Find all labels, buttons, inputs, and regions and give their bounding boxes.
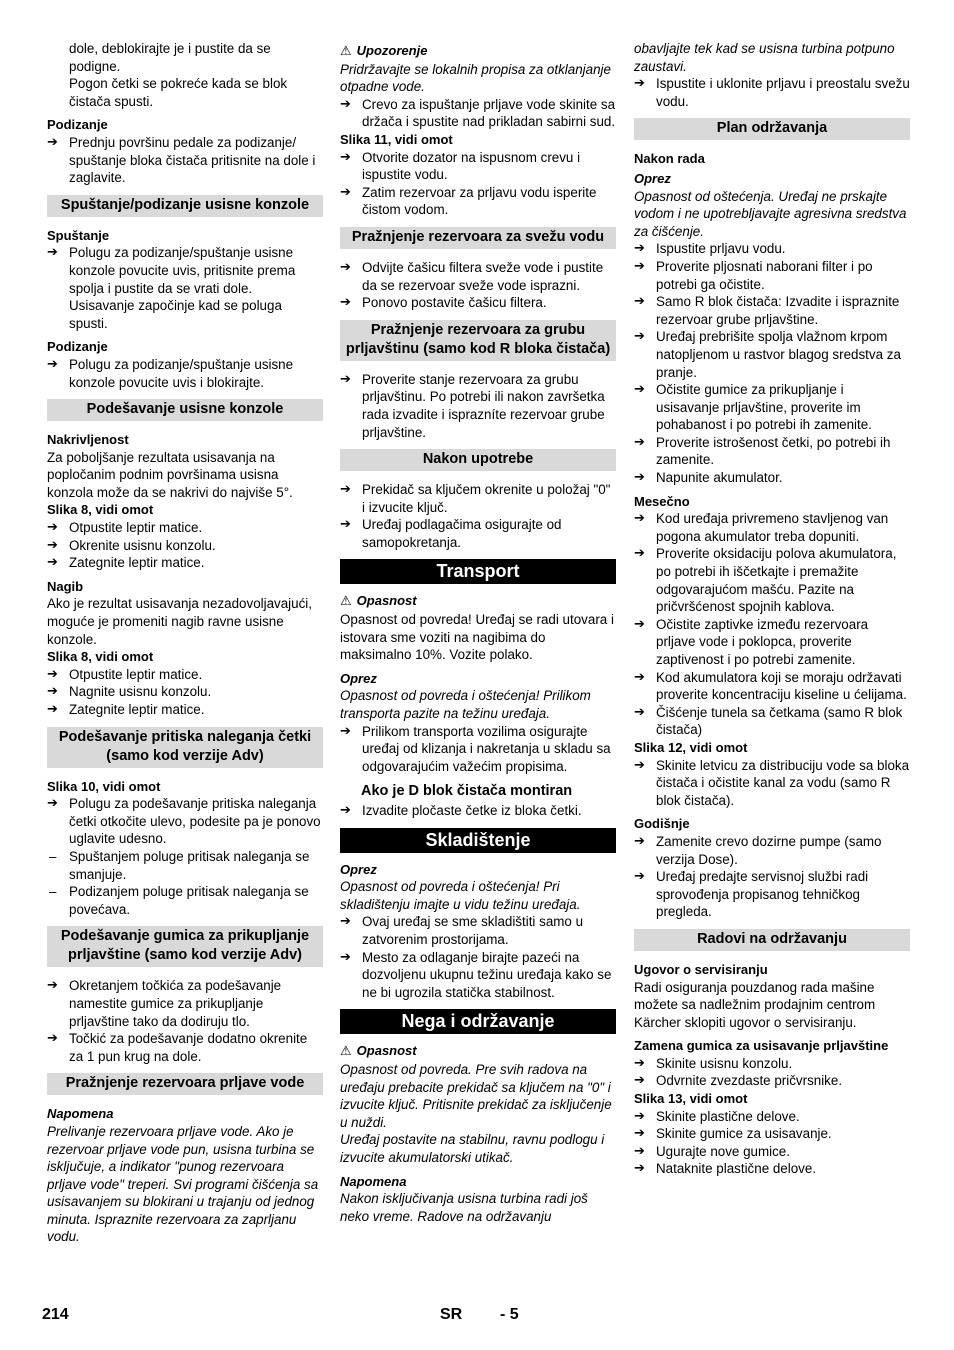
danger-text: Opasnost od povreda! Uređaj se radi utovara i istovara sme voziti na nagibima do maksimalno 10%. Vozite polako. [340,612,614,663]
bullet-item: ➔ Napunite akumulator. [634,469,910,487]
bullet-item: ➔ Točkić za podešavanje dodatno okrenite za 1 pun krug na dole. [47,1030,323,1065]
subheading: Spuštanje [47,227,110,243]
bullet-item: ➔ Otpustite leptir matice. [47,666,323,684]
section-heading: Podešavanje pritiska naleganja četki (samo kod verzije Adv) [47,727,323,768]
bullet-item: ➔ Ispustite prljavu vodu. [634,240,910,258]
figure-reference: Slika 8, vidi omot [47,502,154,518]
bullet-item: ➔ Proverite stanje rezervoara za grubu prljavštinu. Po potrebi ili nakon završetka rada izvadite i isprazníte rezervoar grube prljavštine. [340,371,616,441]
section-heading: Podešavanje gumica za prikupljanje prljavštine (samo kod verzije Adv) [47,926,323,967]
section-heading: Podešavanje usisne konzole [47,399,323,421]
dash-item: – Spuštanjem poluge pritisak naleganja se smanjuje. [47,848,323,883]
section-heading: Plan održavanja [634,118,910,140]
danger-text: Uređaj postavite na stabilnu, ravnu podlogu i izvucite akumulatorski utikač. [340,1132,605,1165]
bullet-item: ➔ Otpustite leptir matice. [47,519,323,537]
bullet-item: ➔ Uređaj podlagačima osigurajte od samopokretanja. [340,516,616,551]
paragraph: Pogon četki se pokreće kada se blok čistača spusti. [69,76,288,109]
bullet-item: ➔ Ispustite i uklonite prljavu i preostalu svežu vodu. [634,75,910,110]
bullet-item: ➔ Kod uređaja privremeno stavljenog van pogona akumulator treba dopuniti. [634,510,910,545]
chapter-heading: Nega i održavanje [340,1009,616,1034]
bullet-item: ➔ Skinite plastične delove. [634,1108,910,1126]
bullet-item: ➔ Polugu za podizanje/spuštanje usisne konzole povucite uvis i blokirajte. [47,356,323,391]
bullet-item: ➔ Nataknite plastične delove. [634,1160,910,1178]
bullet-item: ➔ Skinite letvicu za distribuciju vode sa bloka čistača i očistite kanal za vodu (samo R blok čistača). [634,757,910,810]
danger-heading: ⚠ Opasnost [340,1043,417,1060]
bullet-item: ➔ Zamenite crevo dozirne pumpe (samo verzija Dose). [634,833,910,868]
bullet-item: ➔ Ugurajte nove gumice. [634,1143,910,1161]
bullet-item: ➔ Očistite gumice za prikupljanje i usisavanje prljavštine, proverite im pohabanost i po potrebi ih zamenite. [634,381,910,434]
bullet-item: ➔ Zategnite leptir matice. [47,701,323,719]
bullet-item: ➔ Nagnite usisnu konzolu. [47,683,323,701]
paragraph: Ako je rezultat usisavanja nezadovoljavajući, moguće je promeniti nagib ravne usisne konzole. [47,596,312,647]
subheading: Zamena gumica za usisavanje prljavštine [634,1038,889,1054]
warning-text: Pridržavajte se lokalnih propisa za otklanjanje otpadne vode. [340,61,611,95]
bullet-item: ➔ Uređaj predajte servisnoj službi radi sprovođenja propisanog tehničkog pregleda. [634,868,910,921]
bullet-item: ➔ Odvrnite zvezdaste pričvrsnike. [634,1072,910,1090]
bullet-item: ➔ Prilikom transporta vozilima osigurajte uređaj od klizanja i nakretanja u skladu sa odgovarajućim važećim propisima. [340,723,616,776]
paragraph: Za poboljšanje rezultata usisavanja na popločanim podnim površinama usisna konzola može da se nakrivi do najviše 5°. [47,449,293,500]
section-heading: Spuštanje/podizanje usisne konzole [47,195,323,217]
caution-heading: Oprez [340,670,377,686]
warning-icon: ⚠ [340,44,352,59]
figure-reference: Slika 13, vidi omot [634,1091,748,1107]
section-heading: Pražnjenje rezervoara za grubu prljavštinu (samo kod R bloka čistača) [340,320,616,361]
caution-text: Opasnost od povreda i oštećenja! Pri skladištenju imajte u vidu težinu uređaja. [340,879,581,912]
caution-heading: Oprez [634,170,671,186]
caution-text: Opasnost od oštećenja. Uređaj ne prskajte vodom i ne upotrebljavajte agresivna sredstva za čišćenje. [634,188,907,239]
figure-reference: Slika 11, vidi omot [340,131,453,147]
paragraph: dole, deblokirajte je i pustite da se podigne. [69,41,271,74]
bullet-item: ➔ Proverite oksidaciju polova akumulatora, po potrebi ih iščetkajte i premažite odgovarajućom mašću. Pazite na pričvršćenost spojnih kablova. [634,545,910,615]
page-number: 214 [42,1306,69,1323]
subheading: Podizanje [47,339,108,355]
note-heading: Napomena [340,1173,407,1189]
section-heading: Nakon upotrebe [340,449,616,471]
warning-icon: ⚠ [340,1044,352,1060]
bullet-item: ➔ Čišćenje tunela sa četkama (samo R blok čistača) [634,704,910,739]
bullet-item: ➔ Mesto za odlaganje birajte pazeći na dozvoljenu ukupnu težinu uređaja kako se ne bi ugrozila statička stabilnost. [340,949,616,1002]
bullet-item: ➔ Polugu za podizanje/spuštanje usisne konzole povucite uvis, pritisnite prema spolja i pustite da se vrati dole. [47,244,323,297]
bullet-item: ➔ Ponovo postavite čašicu filtera. [340,294,616,312]
subsection-heading: Ako je D blok čistača montiran [361,783,573,800]
caution-text: Opasnost od povreda i oštećenja! Prilikom transporta pazite na težinu uređaja. [340,688,591,722]
bullet-item: ➔ Prednju površinu pedale za podizanje/ spuštanje bloka čistača pritisnite na dole i zaglavite. [47,134,323,187]
caution-heading: Oprez [340,861,377,877]
bullet-item: ➔ Ovaj uređaj se sme skladištiti samo u zatvorenim prostorijama. [340,913,616,948]
bullet-item: ➔ Samo R blok čistača: Izvadite i ispraznite rezervoar grube prljavštine. [634,293,910,328]
dash-item: – Podizanjem poluge pritisak naleganja se povećava. [47,883,323,918]
danger-text: Opasnost od povreda. Pre svih radova na uređaju prebacite prekidač sa ključem na "0" i izvucite ključ. Pritisnite prekidač za isključenje u nuždi. [340,1061,612,1130]
bullet-item: ➔ Crevo za ispuštanje prljave vode skinite sa držača i spustite nad prikladan sabirni sud. [340,96,616,131]
note-text: Prelivanje rezervoara prljave vode. Ako je rezervoar prljave vode pun, usisna turbina se isključuje, a indikator "punog rezervoara prljave vode" treperi. Svi programi čišćenja sa usisavanjem su blokirani u trajanju od jednog minuta. Ispraznite rezervoara za zaprljanu vodu. [47,1123,319,1245]
page-subnumber: - 5 [500,1306,519,1323]
subheading: Ugovor o servisiranju [634,961,768,977]
section-heading: Pražnjenje rezervoara za svežu vodu [340,227,616,249]
warning-heading: ⚠ Upozorenje [340,43,428,59]
column-3 [634,40,910,1178]
bullet-item: ➔ Odvijte čašicu filtera sveže vode i pustite da se rezervoar sveže vode isprazni. [340,259,616,294]
bullet-item: ➔ Proverite istrošenost četki, po potrebi ih zamenite. [634,434,910,469]
paragraph: Radi osiguranja pouzdanog rada mašine možete sa nadležnim prodajnim centrom Kärcher sklopiti ugovor o servisiranju. [634,979,876,1030]
bullet-item: ➔ Polugu za podešavanje pritiska naleganja četki otkočite ulevo, podesite pa je ponovo uglavite udesno. [47,795,323,848]
subheading: Nagib [47,578,84,594]
subheading: Mesečno [634,493,690,509]
section-heading: Pražnjenje rezervoara prljave vode [47,1073,323,1095]
column-2 [340,40,616,1225]
note-text: obavljajte tek kad se usisna turbina potpuno zaustavi. [634,41,895,74]
bullet-item: ➔ Očistite zaptivke između rezervoara prljave vode i poklopca, proverite zaptivenost i po potrebi zamenite. [634,616,910,669]
note-text: Nakon isključivanja usisna turbina radi još neko vreme. Radove na održavanju [340,1191,588,1224]
chapter-heading: Transport [340,559,616,584]
subheading: Godišnje [634,816,690,832]
bullet-item: ➔ Uređaj prebrišite spolja vlažnom krpom natopljenom u rastvor blagog sredstva za pranje. [634,328,910,381]
bullet-item: ➔ Kod akumulatora koji se moraju održavati proverite koncentraciju kiseline u ćelijama. [634,669,910,704]
figure-reference: Slika 8, vidi omot [47,649,154,665]
bullet-item: ➔ Izvadite pločaste četke iz bloka četki. [340,802,616,820]
bullet-item: ➔ Prekidač sa ključem okrenite u položaj "0" i izvucite ključ. [340,481,616,516]
warning-icon: ⚠ [340,594,352,610]
bullet-item: ➔ Skinite usisnu konzolu. [634,1055,910,1073]
bullet-item: ➔ Zategnite leptir matice. [47,554,323,572]
bullet-item: ➔ Proverite pljosnati naborani filter i po potrebi ga očistite. [634,258,910,293]
language-code: SR [440,1306,463,1323]
subheading: Podizanje [47,117,108,133]
note-heading: Napomena [47,1106,114,1122]
bullet-item: ➔ Okrenite usisnu konzolu. [47,537,323,555]
subheading: Nakon rada [634,151,705,167]
bullet-item: ➔ Otvorite dozator na ispusnom crevu i ispustite vodu. [340,149,616,184]
paragraph: Usisavanje započinje kad se poluga spusti. [69,298,282,331]
chapter-heading: Skladištenje [340,828,616,853]
section-heading: Radovi na održavanju [634,929,910,951]
figure-reference: Slika 12, vidi omot [634,739,748,755]
bullet-item: ➔ Zatim rezervoar za prljavu vodu isperite čistom vodom. [340,184,616,219]
bullet-item: ➔ Okretanjem točkića za podešavanje namestite gumice za prikupljanje prljavštine tako da dodiruju tlo. [47,977,323,1030]
column-1 [47,40,323,1246]
danger-heading: ⚠ Opasnost [340,593,417,610]
subheading: Nakrivljenost [47,432,129,448]
figure-reference: Slika 10, vidi omot [47,778,161,794]
bullet-item: ➔ Skinite gumice za usisavanje. [634,1125,910,1143]
